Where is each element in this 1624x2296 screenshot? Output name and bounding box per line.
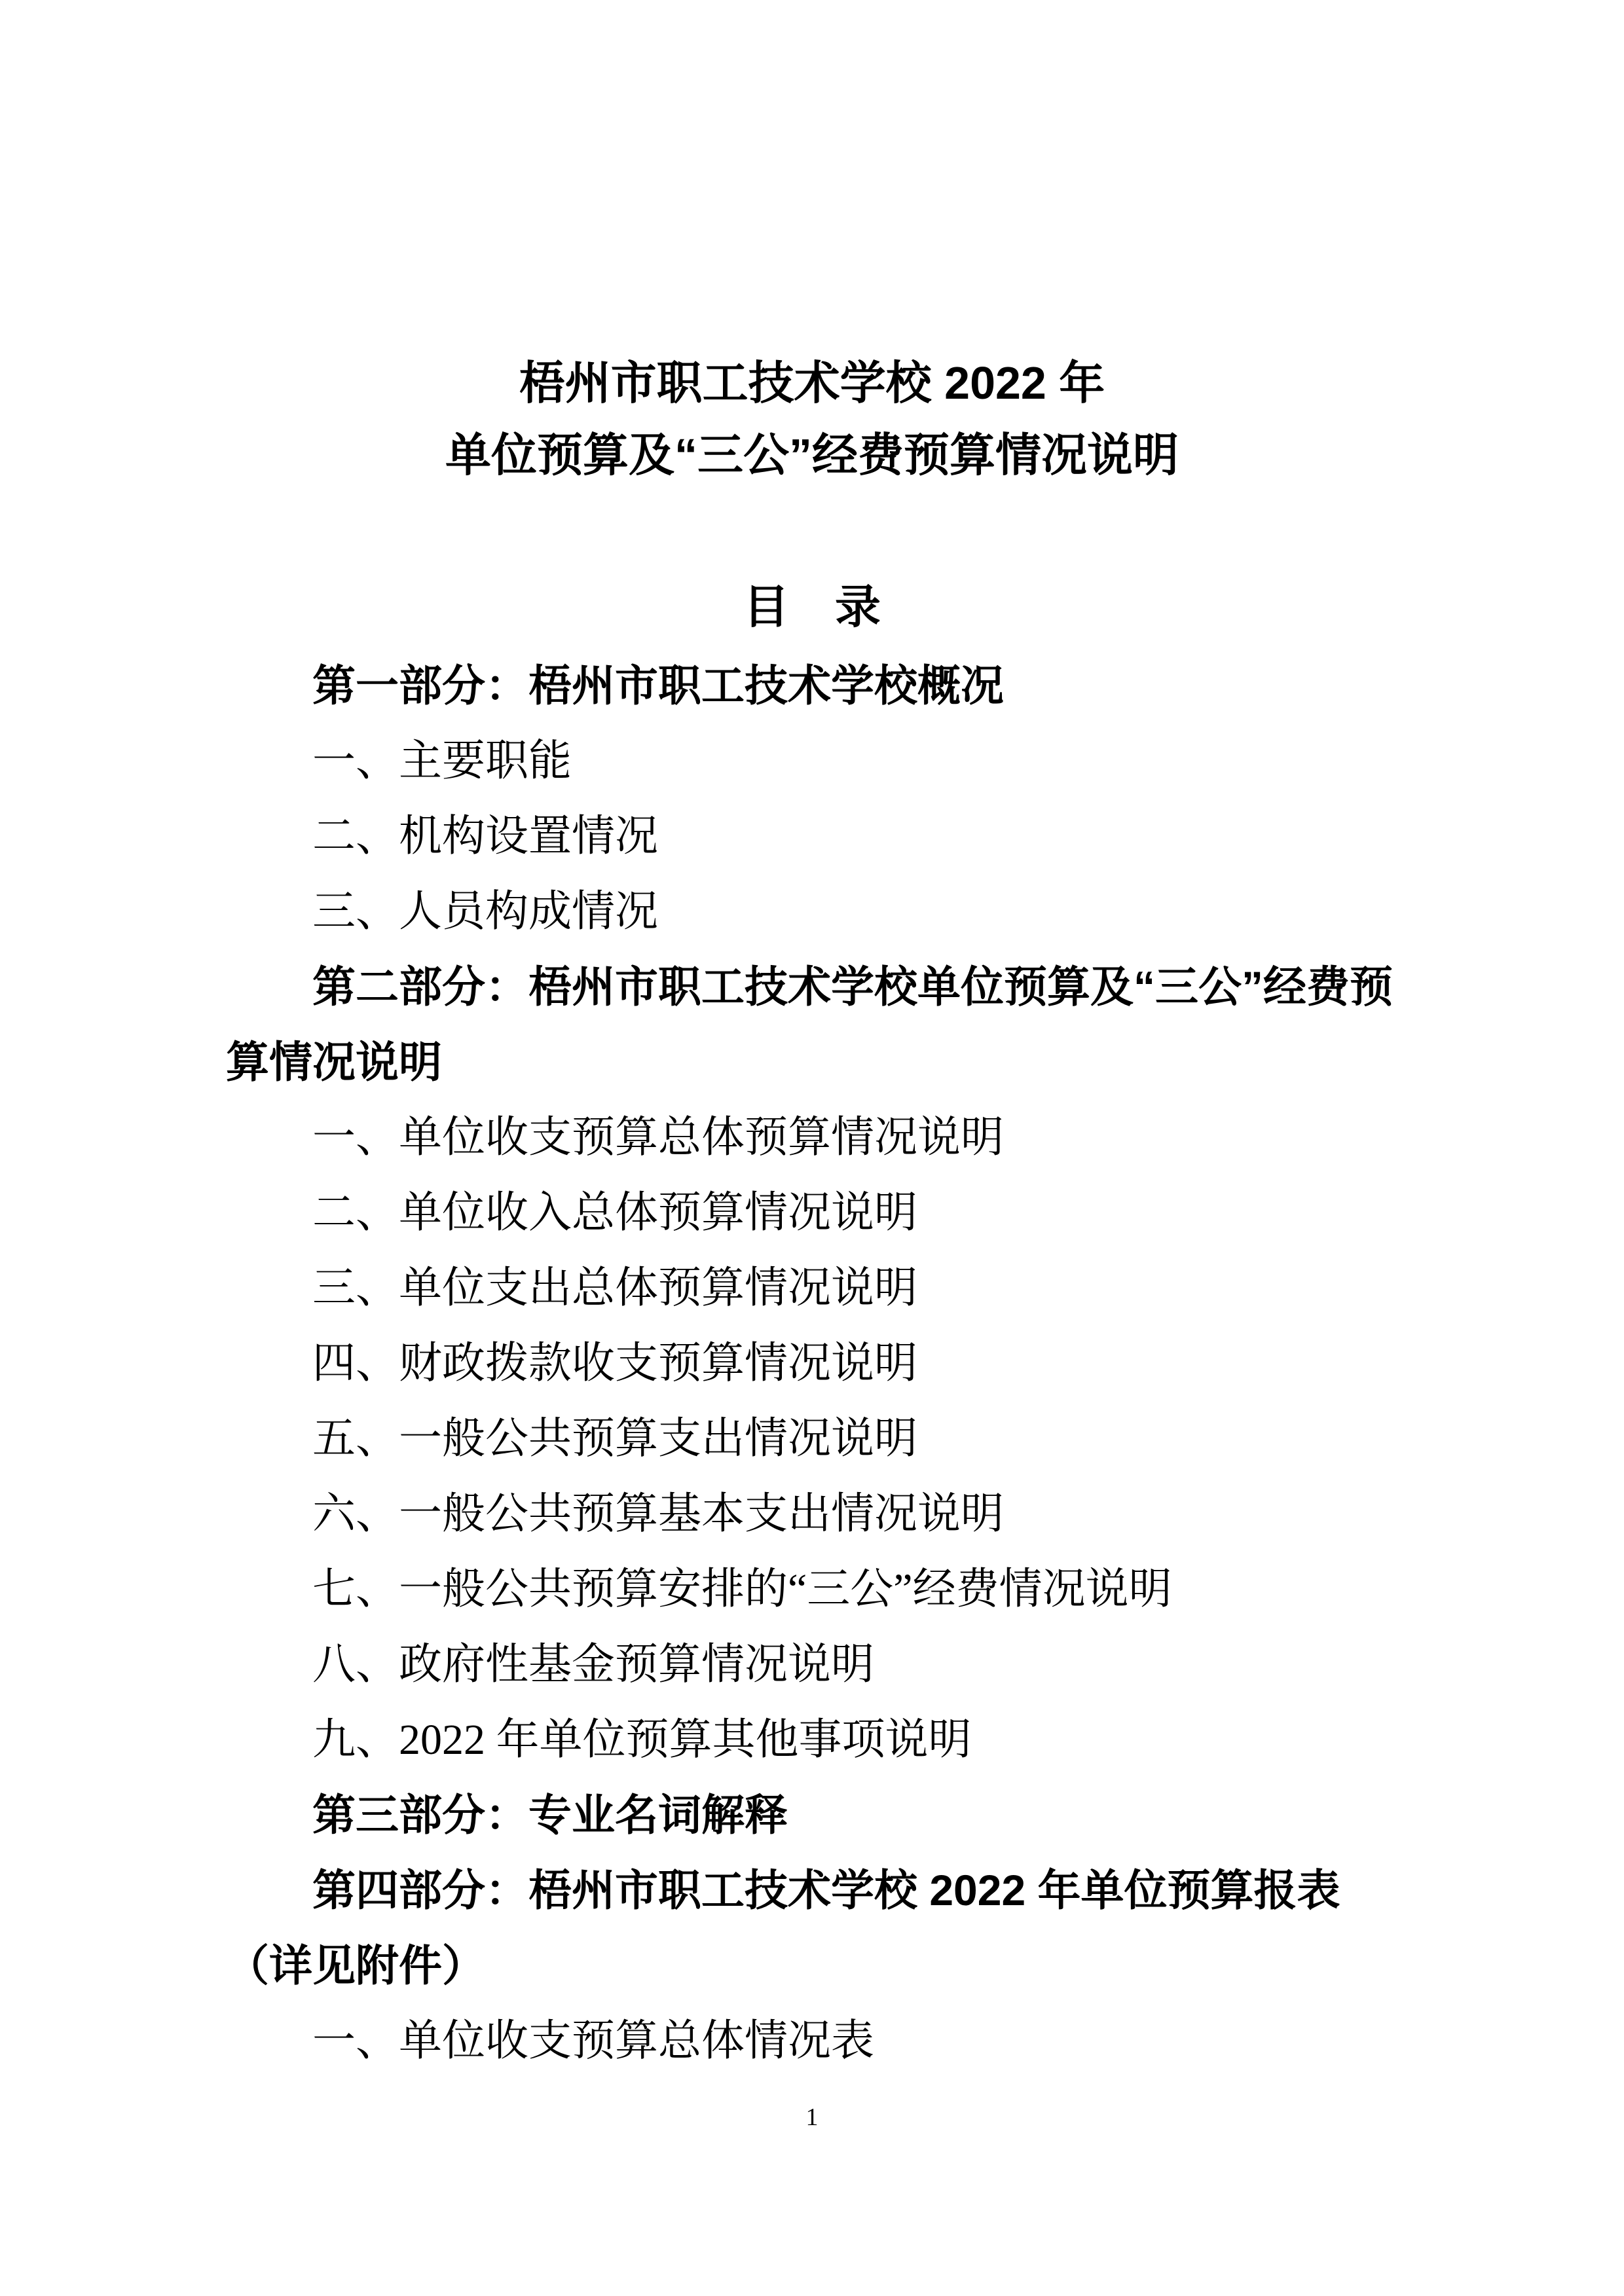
- toc-entry-p1-item-1: 一、主要职能: [312, 737, 572, 785]
- toc-entry-part-2: 第二部分：梧州市职工技术学校单位预算及“三公”经费预算情况说明: [226, 962, 1393, 1086]
- toc-entry-p2-item-7: 七、一般公共预算安排的“三公”经费情况说明: [312, 1565, 1172, 1613]
- toc-entry-p2-item-4: 四、财政拨款收支预算情况说明: [312, 1339, 917, 1387]
- toc-entry-p2-item-5: 五、一般公共预算支出情况说明: [312, 1415, 917, 1463]
- page-number: 1: [805, 2104, 819, 2131]
- toc-entry-p4-item-1: 一、单位收支预算总体情况表: [312, 2017, 874, 2065]
- toc-heading: 目 录: [743, 581, 881, 632]
- toc-entry-p2-item-8: 八、政府性基金预算情况说明: [312, 1641, 874, 1688]
- doc-title-line-2: 单位预算及“三公”经费预算情况说明: [445, 429, 1179, 481]
- document-title: [226, 0, 1398, 491]
- toc-entry-part-3: 第三部分：专业名词解释: [312, 1791, 788, 1839]
- toc-entry-p2-item-9: 九、2022 年单位预算其他事项说明: [312, 1716, 972, 1764]
- toc-entry-p2-item-6: 六、一般公共预算基本支出情况说明: [312, 1490, 1004, 1538]
- toc-entry-p1-item-2: 二、机构设置情况: [312, 812, 658, 860]
- toc-entry-p2-item-1: 一、单位收支预算总体预算情况说明: [312, 1114, 1004, 1161]
- table-of-contents: [226, 648, 1398, 2079]
- toc-entry-part-1: 第一部分：梧州市职工技术学校概况: [312, 661, 1004, 710]
- toc-entry-p2-item-3: 三、单位支出总体预算情况说明: [312, 1264, 917, 1312]
- toc-entry-p1-item-3: 三、人员构成情况: [312, 888, 658, 936]
- toc-entry-p2-item-2: 二、单位收入总体预算情况说明: [312, 1189, 917, 1237]
- doc-title-line-1: 梧州市职工技术学校 2022 年: [519, 357, 1105, 409]
- toc-entry-part-4: 第四部分：梧州市职工技术学校 2022 年单位预算报表（详见附件）: [226, 1866, 1340, 1990]
